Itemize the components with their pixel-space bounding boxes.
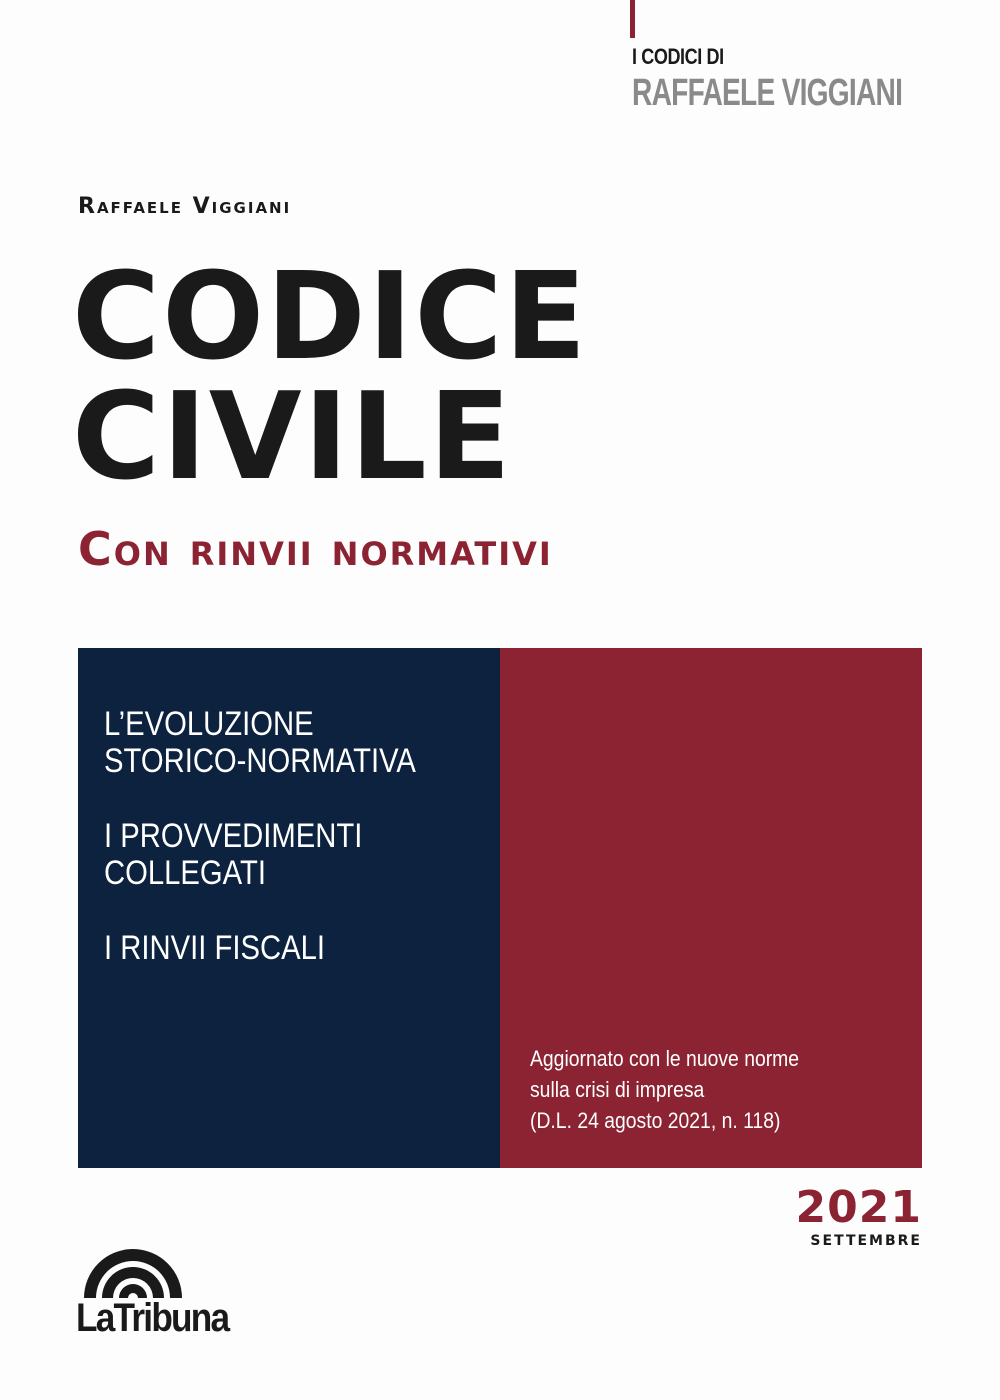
edition-month: SETTEMBRE	[810, 1233, 922, 1249]
series-label: I CODICI DI	[632, 44, 724, 69]
la-tribuna-arch-logo-icon	[78, 1236, 188, 1302]
series-accent-bar	[630, 0, 635, 38]
feature-line: COLLEGATI	[104, 854, 266, 892]
edition-year: 2021	[795, 1182, 922, 1233]
feature-line: STORICO-NORMATIVA	[104, 742, 416, 780]
feature-item	[104, 818, 362, 892]
feature-line: L’EVOLUZIONE	[104, 705, 314, 743]
update-note	[530, 1043, 799, 1136]
title-line-2: CIVILE	[72, 368, 513, 507]
author-name: Raffaele Viggiani	[78, 194, 292, 219]
update-note-line: sulla crisi di impresa	[530, 1077, 705, 1102]
feature-item	[104, 930, 325, 967]
publisher-name: LaTribuna	[76, 1296, 229, 1340]
feature-line: I PROVVEDIMENTI	[104, 817, 363, 855]
update-note-line: Aggiornato con le nuove norme	[530, 1046, 800, 1071]
update-note-line: (D.L. 24 agosto 2021, n. 118)	[530, 1108, 781, 1133]
title-line-1: CODICE	[72, 248, 589, 387]
feature-line: I RINVII FISCALI	[104, 929, 325, 967]
series-author-name: RAFFAELE VIGGIANI	[632, 72, 903, 114]
subtitle: Con rinvii normativi	[78, 522, 553, 576]
feature-item	[104, 706, 416, 780]
